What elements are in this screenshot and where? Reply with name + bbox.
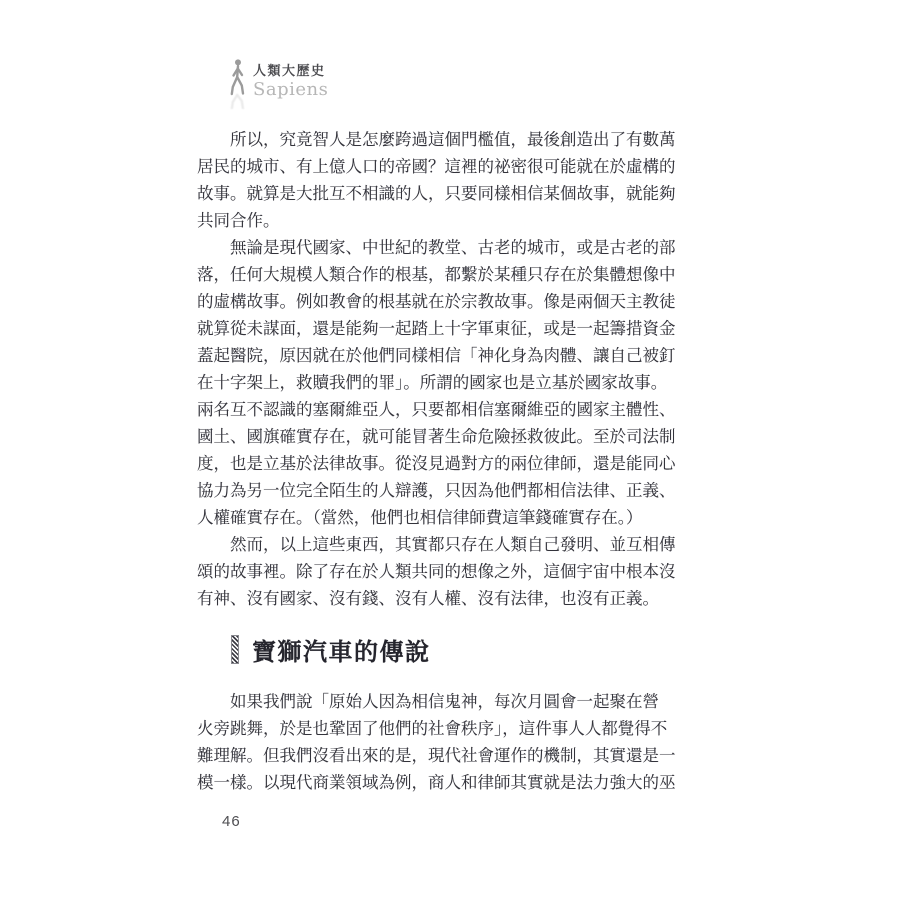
text-line: 國土、國旗確實存在，就可能冒著生命危險拯救彼此。至於司法制 — [197, 427, 676, 446]
paragraph-1 — [197, 126, 687, 234]
text-line: 無論是現代國家、中世紀的教堂、古老的城市，或是古老的部 — [230, 238, 676, 257]
text-line: 頌的故事裡。除了存在於人類共同的想像之外，這個宇宙中根本沒 — [197, 562, 676, 581]
text-line: 所以，究竟智人是怎麼跨過這個門檻值，最後創造出了有數萬 — [230, 130, 676, 149]
section-title: 寶獅汽車的傳說 — [252, 636, 431, 666]
logo-title-english: Sapiens — [253, 79, 329, 100]
body-text-after-heading — [197, 688, 687, 796]
text-line: 有神、沒有國家、沒有錢、沒有人權、沒有法律，也沒有正義。 — [197, 589, 659, 608]
text-line: 難理解。但我們沒看出來的是，現代社會運作的機制，其實還是一 — [197, 746, 676, 765]
logo-titles — [253, 58, 328, 99]
text-line: 居民的城市、有上億人口的帝國？這裡的祕密很可能就在於虛構的 — [197, 157, 676, 176]
text-line: 度，也是立基於法律故事。從沒見過對方的兩位律師，還是能同心 — [197, 454, 676, 473]
text-line: 蓋起醫院，原因就在於他們同樣相信「神化身為肉體、讓自己被釘 — [197, 346, 676, 365]
text-line: 在十字架上，救贖我們的罪」。所謂的國家也是立基於國家故事。 — [197, 373, 668, 392]
text-line: 協力為另一位完全陌生的人辯護，只因為他們都相信法律、正義、 — [197, 481, 676, 500]
text-line: 人權確實存在。（當然，他們也相信律師費這筆錢確實存在。） — [197, 508, 643, 527]
book-logo — [228, 58, 328, 104]
text-line: 就算從未謀面，還是能夠一起踏上十字軍東征，或是一起籌措資金 — [197, 319, 676, 338]
paragraph-3 — [197, 531, 687, 612]
text-line: 故事。就算是大批互不相識的人，只要同樣相信某個故事，就能夠 — [197, 184, 676, 203]
logo-reflection — [228, 89, 248, 109]
text-line: 火旁跳舞，於是也鞏固了他們的社會秩序」，這件事人人都覺得不 — [197, 719, 668, 738]
text-line: 然而，以上這些東西，其實都只存在人類自己發明、並互相傳 — [230, 535, 676, 554]
walking-human-icon — [228, 58, 248, 104]
text-line: 如果我們說「原始人因為相信鬼神，每次月圓會一起聚在營 — [230, 692, 659, 711]
paragraph-2 — [197, 234, 687, 531]
section-heading — [231, 633, 431, 665]
text-line: 兩名互不認識的塞爾維亞人，只要都相信塞爾維亞的國家主體性、 — [197, 400, 676, 419]
text-line: 落，任何大規模人類合作的根基，都繫於某種只存在於集體想像中 — [197, 265, 676, 284]
body-text — [197, 126, 687, 612]
hatched-bar-icon — [231, 635, 239, 664]
logo-title-chinese: 人類大歷史 — [253, 64, 326, 79]
text-line: 的虛構故事。例如教會的根基就在於宗教故事。像是兩個天主教徒 — [197, 292, 676, 311]
text-line: 模一樣。以現代商業領域為例，商人和律師其實就是法力強大的巫 — [197, 773, 676, 792]
page-number: 46 — [222, 813, 241, 830]
paragraph-4 — [197, 688, 687, 796]
text-line: 共同合作。 — [197, 211, 280, 230]
